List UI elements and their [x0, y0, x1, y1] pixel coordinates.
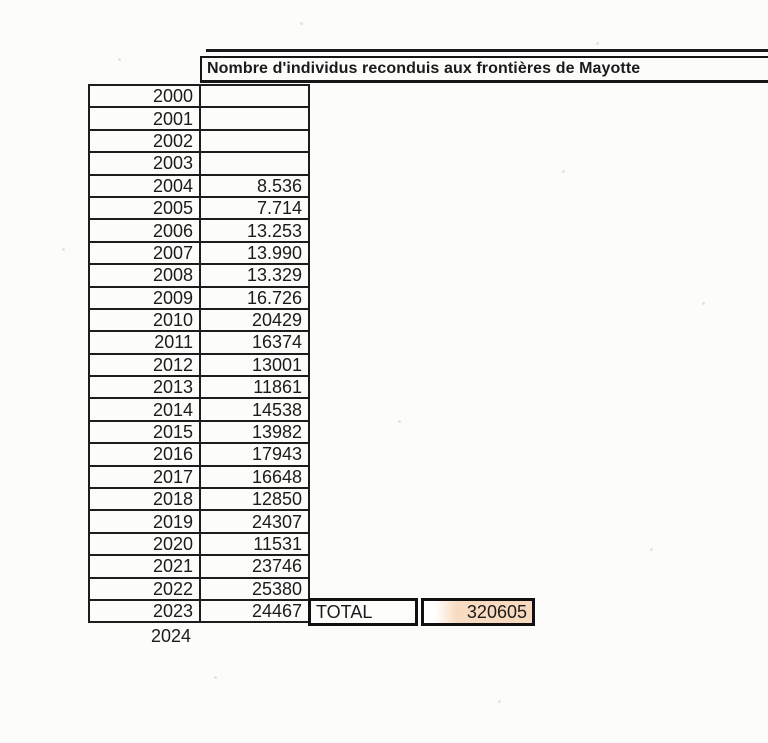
value-cell: 8.536: [200, 175, 309, 197]
value-cell: 24467: [200, 600, 309, 622]
value-cell: 7.714: [200, 197, 309, 219]
table-row: [89, 578, 309, 600]
table-row: [89, 85, 309, 107]
year-cell: 2023: [89, 600, 200, 622]
table-title: [200, 56, 768, 83]
value-cell: 20429: [200, 309, 309, 331]
table-row: [89, 466, 309, 488]
value-cell: 17943: [200, 443, 309, 465]
year-cell: 2013: [89, 376, 200, 398]
year-cell: 2018: [89, 488, 200, 510]
value-cell: [200, 152, 309, 174]
value-cell: 16374: [200, 331, 309, 353]
table-row: [89, 331, 309, 353]
table-row: [89, 264, 309, 286]
value-cell: 11861: [200, 376, 309, 398]
year-cell: 2005: [89, 197, 200, 219]
table-row: [89, 533, 309, 555]
year-cell: 2000: [89, 85, 200, 107]
year-cell: 2020: [89, 533, 200, 555]
value-cell: [200, 130, 309, 152]
year-cell: 2022: [89, 578, 200, 600]
value-cell: 13982: [200, 421, 309, 443]
value-cell: 16648: [200, 466, 309, 488]
year-cell: 2004: [89, 175, 200, 197]
table-row: [89, 130, 309, 152]
total-value-cell: [421, 598, 535, 626]
year-cell: 2010: [89, 309, 200, 331]
year-cell: 2021: [89, 555, 200, 577]
value-cell: 24307: [200, 510, 309, 532]
table-row: [89, 398, 309, 420]
year-cell: 2012: [89, 354, 200, 376]
value-cell: 13001: [200, 354, 309, 376]
total-value: 320605: [466, 601, 527, 622]
table-row: [89, 443, 309, 465]
year-value-table-body: [89, 85, 309, 622]
value-cell: 14538: [200, 398, 309, 420]
year-cell: 2003: [89, 152, 200, 174]
value-cell: [200, 107, 309, 129]
table-title-text: Nombre d'individus reconduis aux frontières de Mayotte: [207, 60, 641, 77]
year-cell: 2016: [89, 443, 200, 465]
table-row: [89, 421, 309, 443]
value-cell: 13.253: [200, 219, 309, 241]
year-cell: 2014: [89, 398, 200, 420]
table-row: [89, 175, 309, 197]
table-row: [89, 510, 309, 532]
total-label: TOTAL: [316, 601, 373, 622]
year-cell: 2006: [89, 219, 200, 241]
value-cell: 11531: [200, 533, 309, 555]
table-row: [89, 600, 309, 622]
year-cell: 2001: [89, 107, 200, 129]
year-cell: 2002: [89, 130, 200, 152]
table-row: [89, 555, 309, 577]
value-cell: 13.329: [200, 264, 309, 286]
table-row: [89, 107, 309, 129]
year-cell: 2019: [89, 510, 200, 532]
table-row: [89, 152, 309, 174]
table-row: [89, 309, 309, 331]
year-value-table: [88, 84, 310, 623]
value-cell: [200, 85, 309, 107]
table-row: [89, 376, 309, 398]
year-2024-label: 2024: [150, 626, 191, 646]
table-row: [89, 354, 309, 376]
year-cell: 2015: [89, 421, 200, 443]
value-cell: 12850: [200, 488, 309, 510]
value-cell: 13.990: [200, 242, 309, 264]
table-row: [89, 488, 309, 510]
year-cell: 2007: [89, 242, 200, 264]
top-rule-line: [206, 49, 768, 52]
table-row: [89, 219, 309, 241]
table-row: [89, 242, 309, 264]
total-label-cell: [308, 598, 418, 626]
year-cell: 2008: [89, 264, 200, 286]
year-cell: 2009: [89, 287, 200, 309]
table-row: [89, 197, 309, 219]
value-cell: 23746: [200, 555, 309, 577]
value-cell: 25380: [200, 578, 309, 600]
year-cell: 2011: [89, 331, 200, 353]
value-cell: 16.726: [200, 287, 309, 309]
table-row: [89, 287, 309, 309]
year-cell: 2017: [89, 466, 200, 488]
